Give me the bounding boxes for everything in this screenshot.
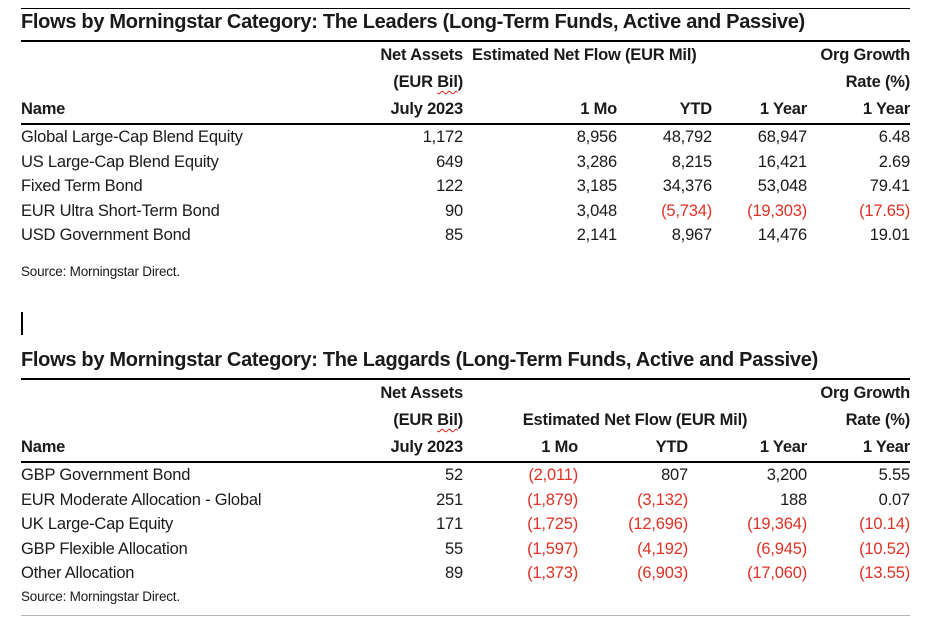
spellcheck-word: Bil [437,73,458,91]
one-month-flow-cell: 2,141 [576,226,617,245]
one-year-flow-cell: 14,476 [757,226,808,245]
table-row [21,537,910,562]
org-growth-cell: (10.14) [859,515,910,534]
page-bottom-rule [21,615,910,616]
header-row-1 [21,42,910,69]
text-cursor [21,312,23,335]
org-growth-cell: 0.07 [878,490,910,509]
one-month-column-header: 1 Mo [580,100,617,118]
laggards-table [21,380,910,586]
one-month-flow-cell: 3,185 [576,177,617,196]
document-page [0,8,930,616]
table-row [21,488,910,513]
one-year-flow-cell: (17,060) [747,564,807,583]
category-name-cell: GBP Flexible Allocation [21,539,188,558]
net-assets-header: Net Assets [380,46,463,64]
empty-header-cell [463,380,807,407]
category-name-cell: USD Government Bond [21,226,191,245]
category-name-cell: Other Allocation [21,564,135,583]
one-year-column-header: 1 Year [759,100,808,118]
org-growth-cell: (17.65) [859,201,911,220]
table-row [21,512,910,537]
ytd-column-header: YTD [679,100,712,118]
eur-bil-unit-header [311,69,463,96]
header-row-2 [21,69,910,96]
net-assets-cell: 171 [436,515,463,534]
one-month-flow-cell: (1,879) [527,490,578,509]
period-column-header: July 2023 [390,437,463,456]
net-assets-header: Net Assets [380,383,463,402]
ytd-flow-cell: (12,696) [628,515,688,534]
rate-pct-header: Rate (%) [845,410,910,429]
one-month-flow-cell: (1,597) [527,539,578,558]
net-assets-cell: 85 [445,226,463,245]
org-growth-header: Org Growth [820,383,910,402]
empty-header-cell [21,69,311,96]
category-name-cell: GBP Government Bond [21,465,191,484]
one-month-flow-cell: 8,956 [576,128,617,146]
one-month-flow-cell: (2,011) [528,465,578,484]
net-assets-cell: 122 [436,177,463,196]
name-column-header: Name [21,437,66,456]
org-growth-header: Org Growth [820,46,911,64]
table-row [21,561,910,586]
rate-pct-header: Rate (%) [845,73,911,91]
ytd-flow-cell: (3,132) [637,490,688,509]
table-row [21,174,910,199]
ytd-flow-cell: (5,734) [661,201,712,220]
one-month-flow-cell: (1,725) [527,515,578,534]
unit-pre-text: (EUR [393,73,438,91]
one-year-flow-cell: (19,364) [747,515,807,534]
ytd-flow-cell: (6,903) [637,564,688,583]
org-growth-cell: 5.55 [878,465,910,484]
empty-header-cell [463,69,807,96]
empty-header-cell [21,407,311,434]
one-year-flow-cell: (6,945) [756,539,807,558]
category-name-cell: EUR Ultra Short-Term Bond [21,201,220,220]
table-row [21,150,910,175]
table-row [21,223,910,248]
category-name-cell: UK Large-Cap Equity [21,515,174,534]
leaders-table [21,42,910,248]
org-growth-cell: 6.48 [878,128,911,146]
table-row [21,462,910,488]
one-year-flow-cell: 3,200 [766,465,807,484]
org-growth-cell: (10.52) [859,539,910,558]
net-assets-cell: 251 [436,490,463,509]
spellcheck-word: Bil [437,410,458,429]
header-row-3 [21,434,910,462]
one-year-flow-cell: (19,303) [747,201,808,220]
category-name-cell: Global Large-Cap Blend Equity [21,128,243,146]
caret-gap[interactable] [21,312,910,335]
one-month-column-header: 1 Mo [541,437,578,456]
table-row [21,124,910,150]
unit-pre-text: (EUR [393,410,438,429]
leaders-table-header [21,42,910,124]
source-note: Source: Morningstar Direct. [21,263,180,279]
empty-header-cell [21,42,311,69]
category-name-cell: US Large-Cap Blend Equity [21,152,219,171]
ytd-flow-cell: 807 [661,465,688,484]
unit-post-text: ) [457,73,463,91]
org-growth-cell: (13.55) [859,564,910,583]
net-assets-cell: 1,172 [422,128,463,146]
category-name-cell: EUR Moderate Allocation - Global [21,490,262,509]
header-row-2 [21,407,910,434]
org-one-year-column-header: 1 Year [862,100,911,118]
ytd-flow-cell: 8,967 [671,226,712,245]
one-year-column-header: 1 Year [759,437,807,456]
net-assets-cell: 55 [445,539,463,558]
ytd-flow-cell: 48,792 [662,128,712,146]
estimated-net-flow-header: Estimated Net Flow (EUR Mil) [472,46,697,64]
one-year-flow-cell: 53,048 [757,177,808,196]
eur-bil-unit-header [311,407,463,434]
org-growth-cell: 19.01 [869,226,911,245]
leaders-exhibit-title: Flows by Morningstar Category: The Leaders (Long-Term Funds, Active and Passive) [21,9,910,42]
ytd-column-header: YTD [655,437,688,456]
estimated-net-flow-header: Estimated Net Flow (EUR Mil) [522,410,748,429]
net-assets-cell: 89 [445,564,463,583]
one-year-flow-cell: 68,947 [757,128,808,146]
ytd-flow-cell: 8,215 [671,152,712,171]
laggards-exhibit-title: Flows by Morningstar Category: The Laggards (Long-Term Funds, Active and Passive) [21,347,910,380]
org-growth-cell: 2.69 [878,152,911,171]
one-year-flow-cell: 16,421 [757,152,808,171]
org-growth-cell: 79.41 [869,177,911,196]
one-month-flow-cell: 3,286 [576,152,617,171]
empty-header-cell [21,380,311,407]
ytd-flow-cell: 34,376 [662,177,712,196]
one-year-flow-cell: 188 [780,490,807,509]
net-assets-cell: 90 [445,201,463,220]
header-row-3 [21,96,910,124]
one-month-flow-cell: (1,373) [527,564,578,583]
table-row [21,199,910,224]
org-one-year-column-header: 1 Year [862,437,910,456]
one-month-flow-cell: 3,048 [576,201,617,220]
header-row-1 [21,380,910,407]
category-name-cell: Fixed Term Bond [21,177,143,196]
unit-post-text: ) [457,410,463,429]
laggards-table-header [21,380,910,462]
net-assets-cell: 649 [436,152,463,171]
net-assets-cell: 52 [445,465,463,484]
period-column-header: July 2023 [390,100,463,118]
name-column-header: Name [21,100,66,118]
source-note: Source: Morningstar Direct. [21,588,180,604]
ytd-flow-cell: (4,192) [637,539,688,558]
